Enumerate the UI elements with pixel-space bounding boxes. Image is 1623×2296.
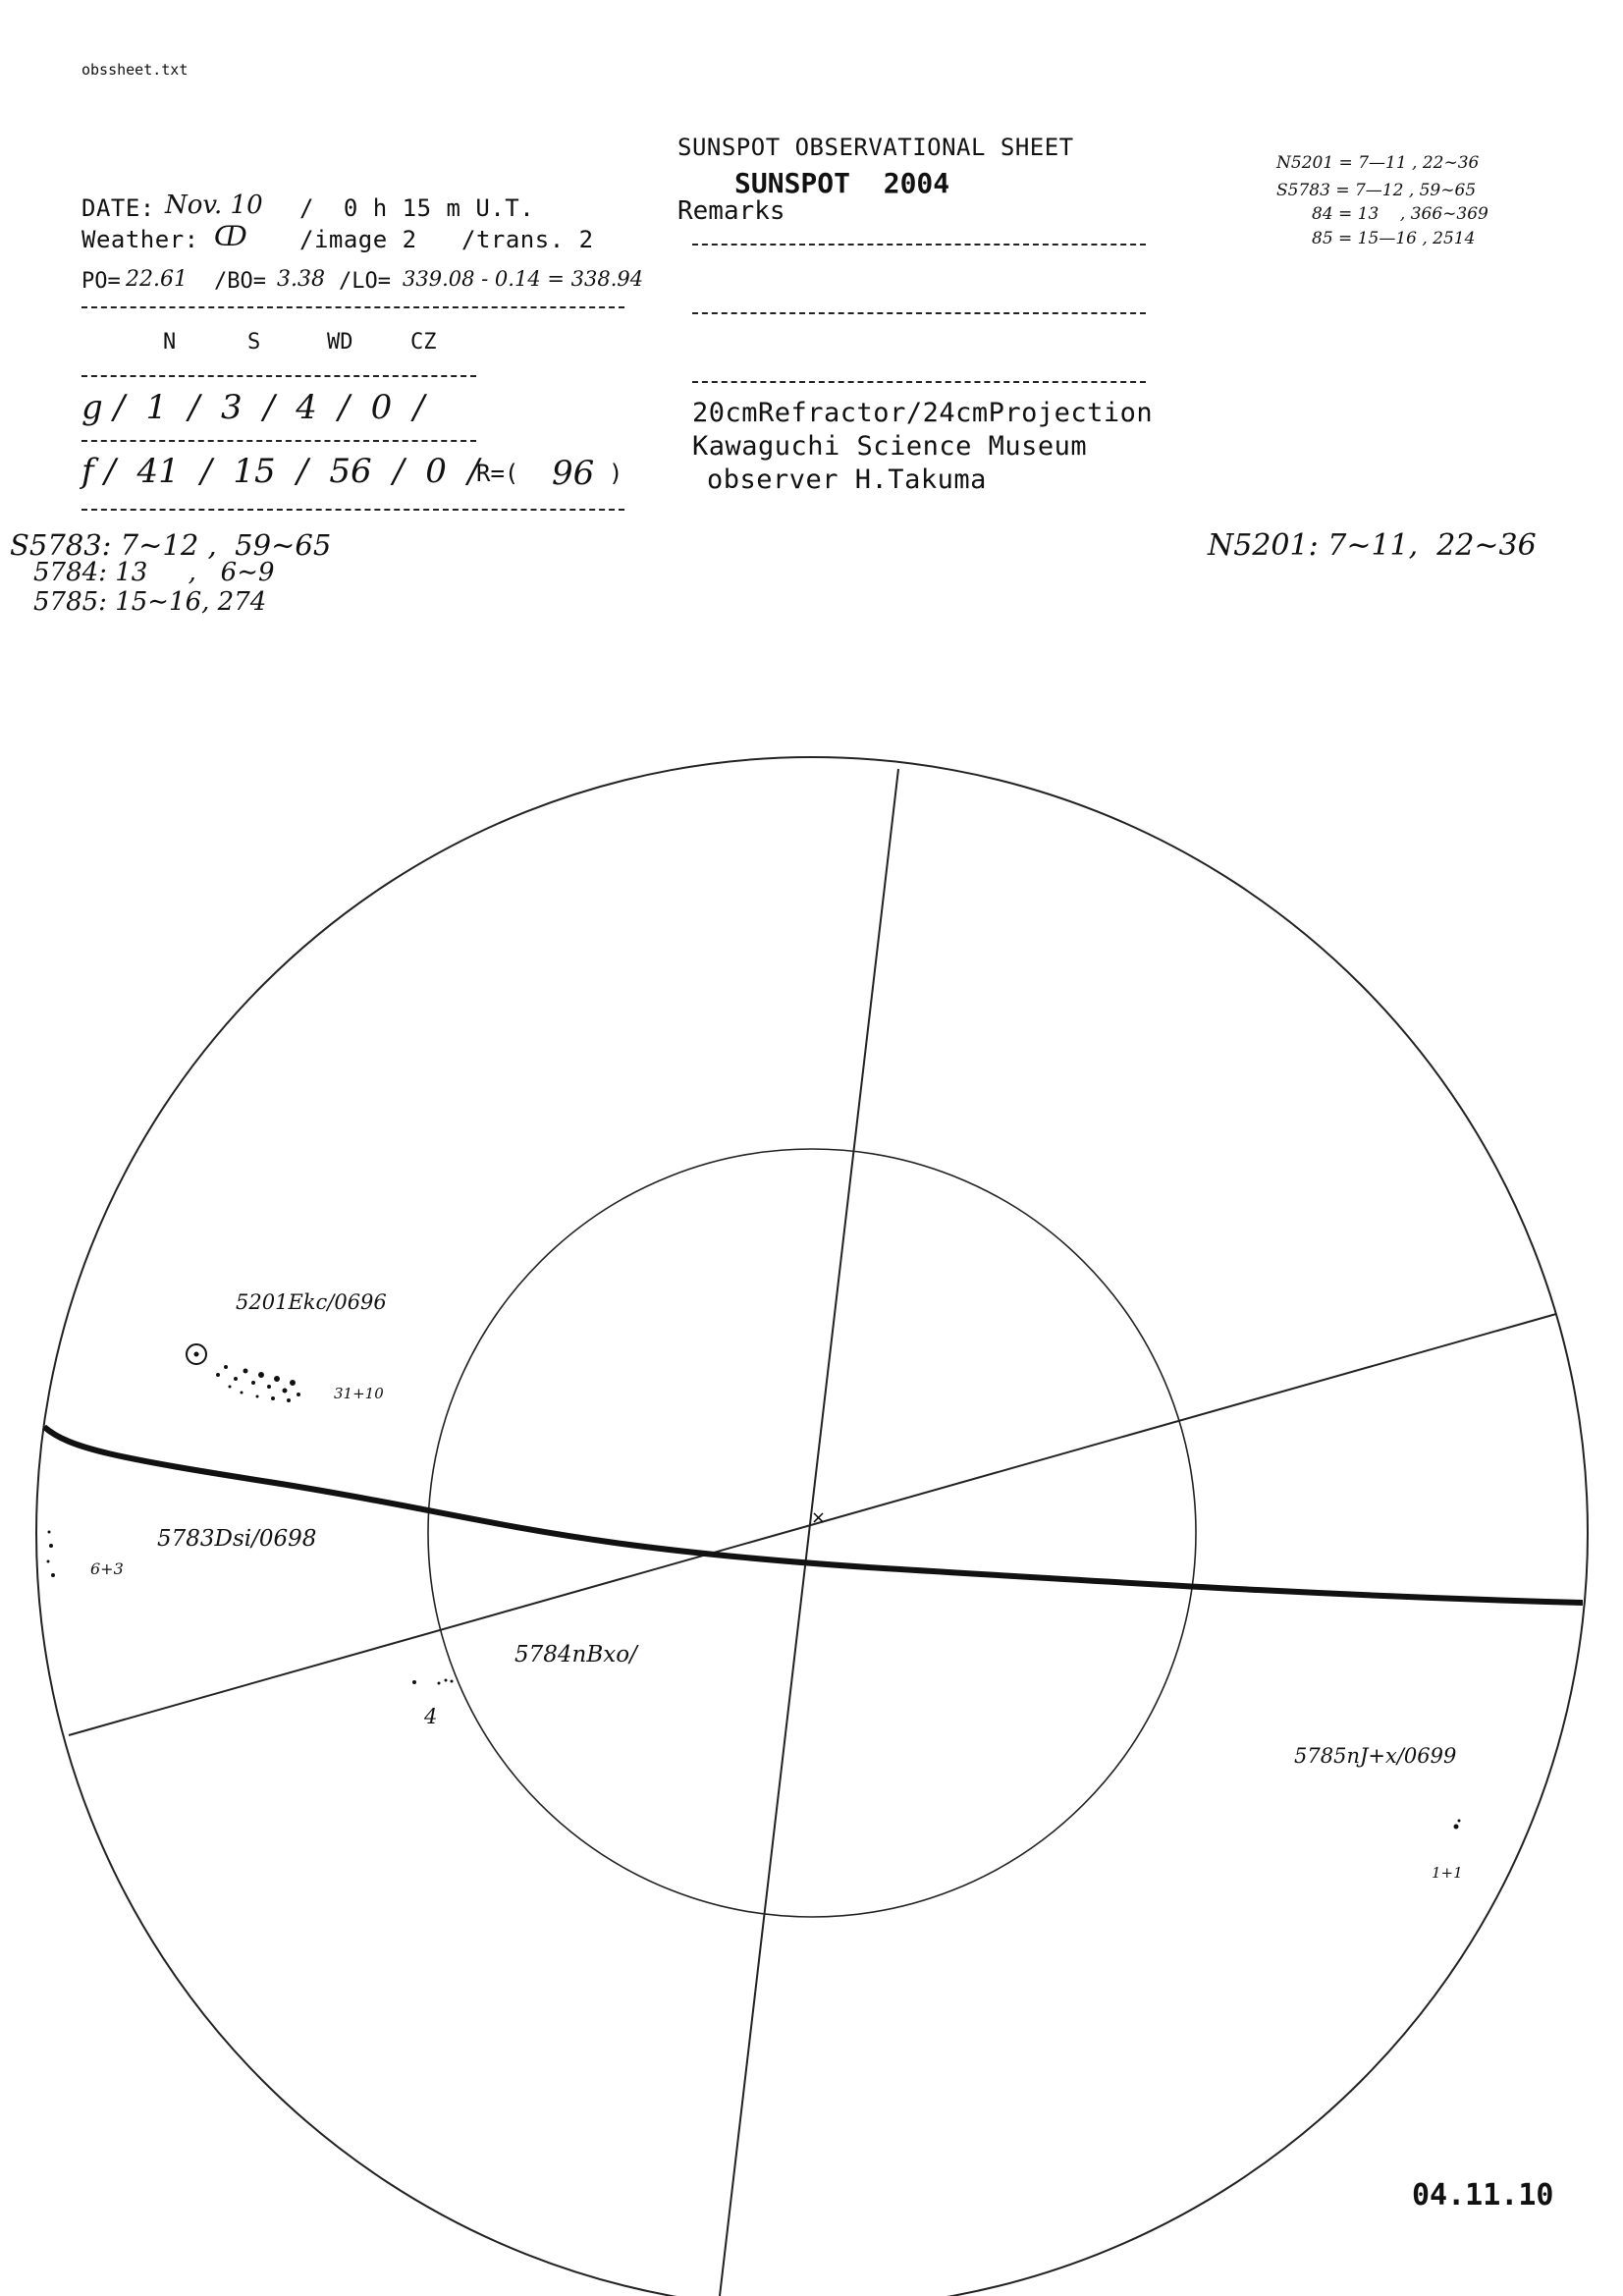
transparency: /trans. 2 <box>461 226 594 253</box>
weather-value: ↀ <box>214 220 247 252</box>
label-group-5783: 5783Dsi/0698 <box>157 1526 317 1552</box>
po-label: PO= <box>81 269 121 294</box>
date-stamp: 04.11.10 <box>1412 2178 1554 2213</box>
column-s: S <box>247 330 261 355</box>
note-top-right-3: 84 = 13 , 366∼369 <box>1312 204 1488 224</box>
label-group-5784-count: 4 <box>424 1705 438 1728</box>
group-count-row: g / 1 / 3 / 4 / 0 / <box>81 388 425 427</box>
date-label: DATE: <box>81 194 155 222</box>
note-left-2: 5784: 13 , 6∼9 <box>33 558 275 587</box>
label-group-5784: 5784nBxo/ <box>514 1642 637 1667</box>
po-value: 22.61 <box>126 267 188 292</box>
note-top-right-4: 85 = 15—16 , 2514 <box>1312 229 1476 248</box>
sunspot-5784-cluster <box>412 1679 454 1685</box>
note-top-right-1: N5201 = 7—11 , 22∼36 <box>1276 153 1480 173</box>
relative-number-close: ) <box>609 460 623 487</box>
lo-label: /LO= <box>339 269 391 294</box>
label-group-5785-count: 1+1 <box>1432 1864 1463 1882</box>
sunspot-5785-cluster <box>1454 1820 1461 1830</box>
bo-label: /BO= <box>214 269 266 294</box>
relative-number-label: R=( <box>476 460 519 487</box>
note-left-1: S5783: 7∼12 , 59∼65 <box>10 528 332 562</box>
label-group-5785: 5785nJ+x/0699 <box>1294 1744 1457 1768</box>
bo-value: 3.38 <box>277 267 325 292</box>
label-group-5201-count: 31+10 <box>334 1385 384 1402</box>
time-value: / 0 h 15 m U.T. <box>299 194 535 222</box>
image-quality: /image 2 <box>299 226 417 253</box>
lo-value: 339.08 - 0.14 = 338.94 <box>403 267 644 291</box>
center-mark: × <box>811 1507 827 1528</box>
note-top-right-2: S5783 = 7—12 , 59∼65 <box>1276 181 1477 200</box>
sunspot-5201-cluster <box>216 1365 300 1402</box>
instrument-line-3: observer H.Takuma <box>707 465 987 495</box>
note-left-3: 5785: 15∼16, 274 <box>33 587 267 617</box>
instrument-line-2: Kawaguchi Science Museum <box>692 431 1088 462</box>
column-n: N <box>163 330 177 355</box>
column-cz: CZ <box>410 330 437 355</box>
polar-axis-line <box>720 769 898 2296</box>
sheet-subtitle: SUNSPOT 2004 <box>734 167 950 199</box>
spot-count-row: f / 41 / 15 / 56 / 0 / <box>81 452 480 491</box>
note-right: N5201: 7∼11, 22∼36 <box>1208 528 1537 563</box>
column-wd: WD <box>327 330 353 355</box>
relative-number-value: 96 <box>552 454 595 493</box>
label-group-5201: 5201Ekc/0696 <box>236 1290 387 1314</box>
weather-label: Weather: <box>81 226 199 253</box>
sunspot-5201-leader-umbra <box>194 1352 199 1357</box>
date-value: Nov. 10 <box>165 191 263 220</box>
sunspot-5783-cluster <box>47 1531 56 1578</box>
instrument-line-1: 20cmRefractor/24cmProjection <box>692 398 1154 428</box>
sheet-title: SUNSPOT OBSERVATIONAL SHEET <box>677 134 1074 161</box>
file-name: obssheet.txt <box>81 61 189 79</box>
label-group-5783-count: 6+3 <box>90 1559 124 1578</box>
remarks-label: Remarks <box>677 196 785 226</box>
